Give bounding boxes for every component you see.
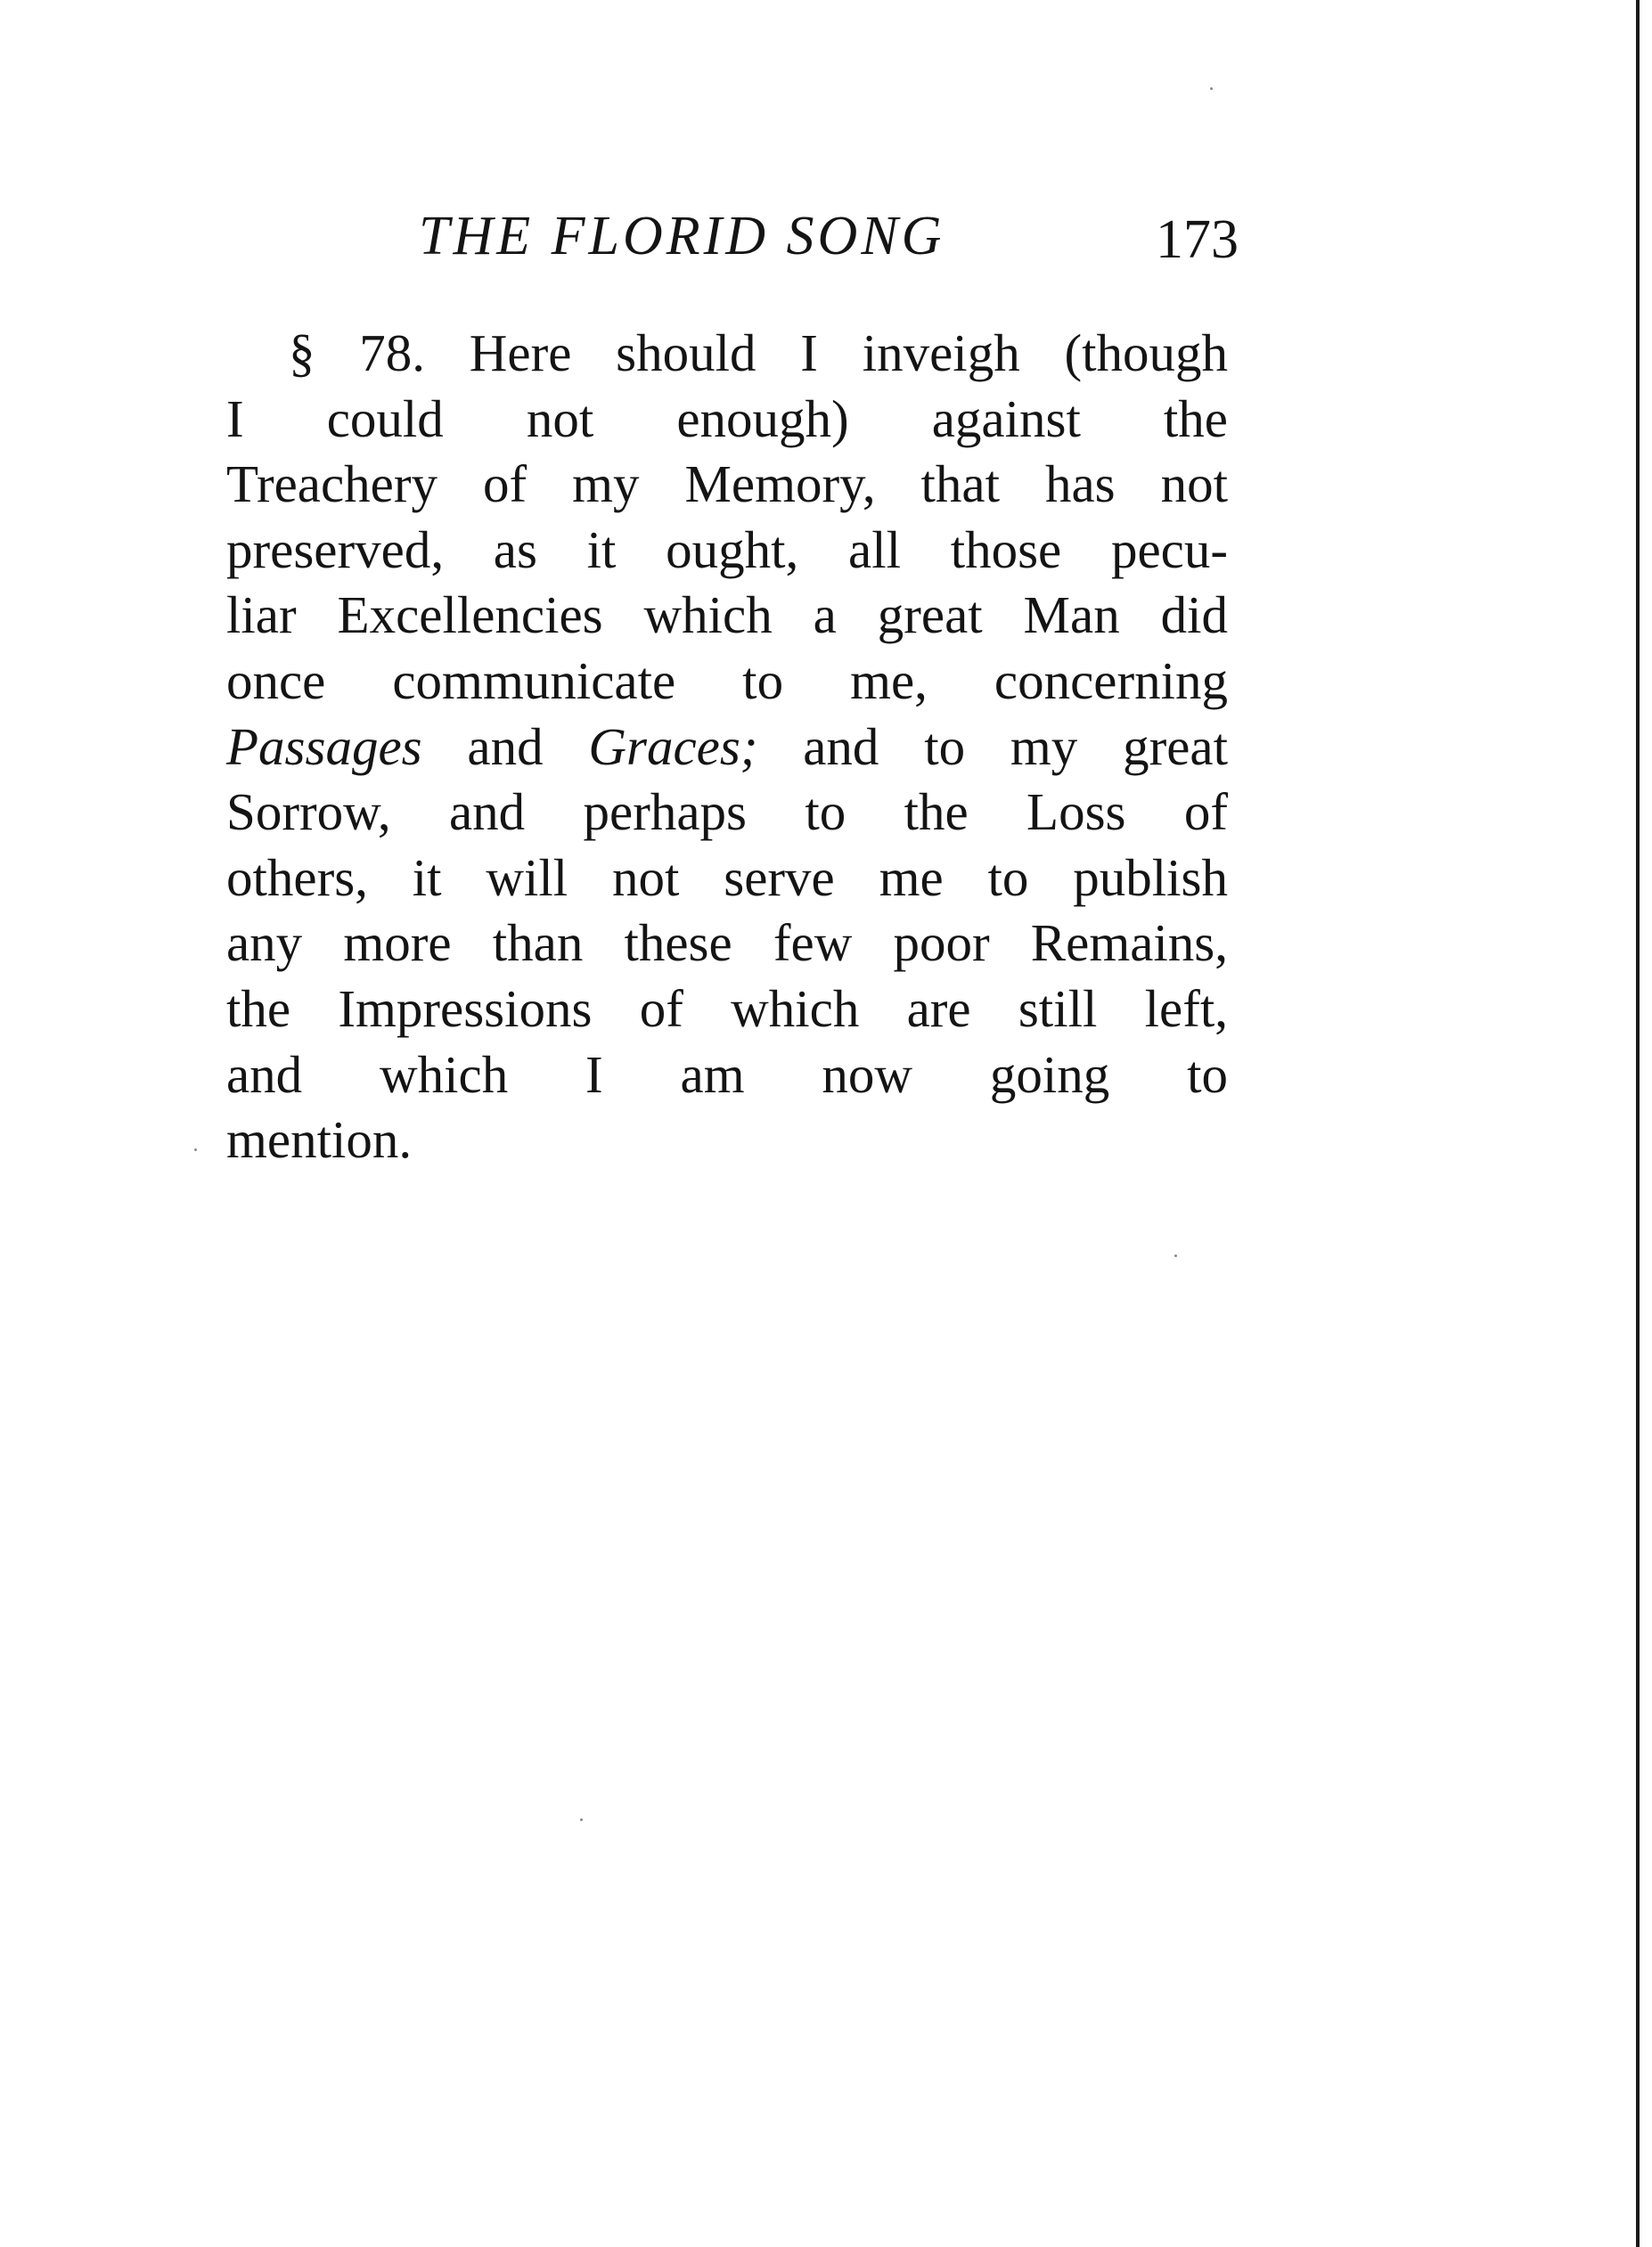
text-line: Sorrow, and perhaps to the Loss of xyxy=(226,782,1228,842)
text-line: § 78. Here should I inveigh (though xyxy=(289,323,1228,382)
body-paragraph xyxy=(226,321,1228,1173)
text-line: preserved, as it ought, all those pecu- xyxy=(226,519,1228,579)
paper-speck xyxy=(1210,87,1213,90)
text-line: I could not enough) against the xyxy=(226,388,1228,448)
text-line: the Impressions of which are still left, xyxy=(226,978,1228,1038)
text-line: others, it will not serve me to publish xyxy=(226,847,1228,907)
text-line: and which I am now going to xyxy=(226,1044,1228,1104)
text-span: and to my great xyxy=(757,716,1229,776)
paper-speck xyxy=(194,1148,197,1151)
text-line: liar Excellencies which a great Man did xyxy=(226,585,1228,645)
text-line xyxy=(226,715,1228,780)
running-title: THE FLORID SONG xyxy=(419,206,945,266)
page-number: 173 xyxy=(1156,209,1239,270)
paper-speck xyxy=(580,1818,583,1821)
italic-term-passages: Passages xyxy=(226,716,422,776)
page-header xyxy=(419,196,1239,276)
text-line: Treachery of my Memory, that has not xyxy=(226,454,1228,514)
page-edge-line xyxy=(1636,0,1640,2247)
italic-term-graces: Graces; xyxy=(588,716,758,776)
text-span: and xyxy=(421,716,589,776)
text-line: mention. xyxy=(226,1110,413,1170)
text-line: once communicate to me, concerning xyxy=(226,650,1228,710)
paper-speck xyxy=(1174,1254,1177,1257)
text-line: any more than these few poor Remains, xyxy=(226,913,1228,973)
